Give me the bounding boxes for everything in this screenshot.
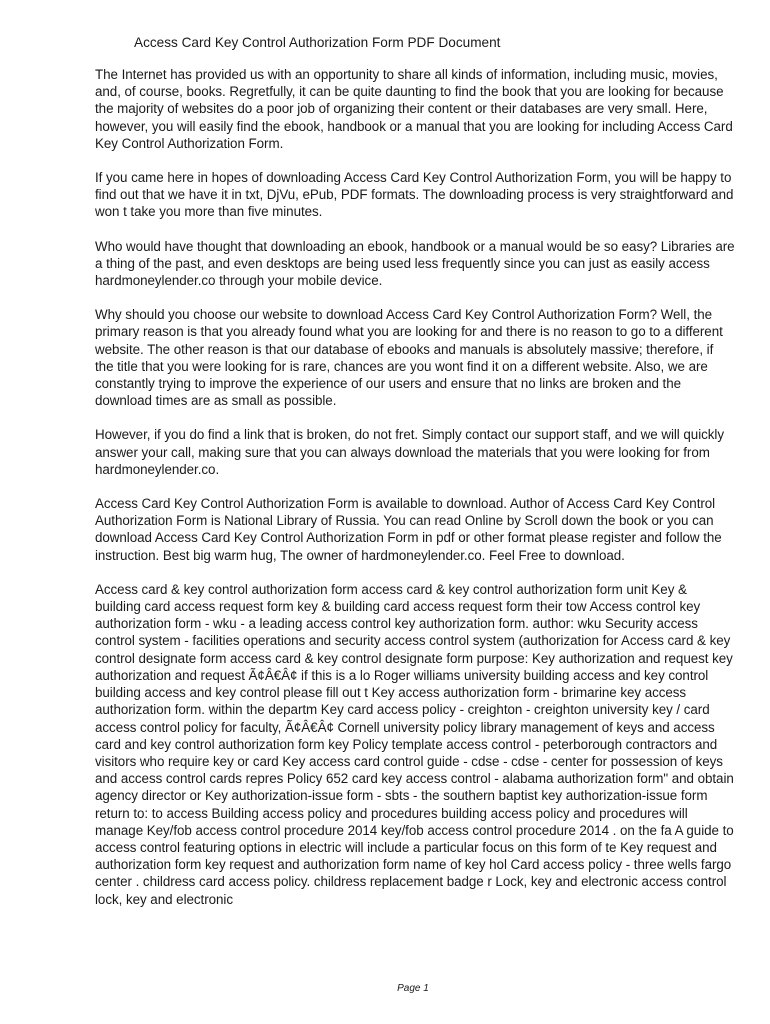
paragraph-why-choose: Why should you choose our website to download Access Card Key Control Authorization Form? Well, the primary reason is that you already found what you are looking for and there is no reason to go to a different website. The other reason is that our database of ebooks and manuals is absolutely massive; therefore, if the title that you were looking for is rare, chances are you wont find it on a different website. Also, we are constantly trying to improve the experience of our users and ensure that no links are broken and the download times are as small as possible. bbox=[95, 307, 723, 409]
paragraph-broken-links: However, if you do find a link that is broken, do not fret. Simply contact our support staff, and we will quickly answer your call, making sure that you can always download the materials that you were looking for from hardmoneylender.co. bbox=[95, 427, 724, 477]
document-body bbox=[95, 66, 735, 925]
paragraph-formats: If you came here in hopes of downloading Access Card Key Control Authorization Form, you will be happy to find out that we have it in txt, DjVu, ePub, PDF formats. The downloading process is very straightforward and won t take you more than five minutes. bbox=[95, 170, 734, 220]
paragraph-intro: The Internet has provided us with an opportunity to share all kinds of information, including music, movies, and, of course, books. Regretfully, it can be quite daunting to find the book that you are looking for because the majority of websites do a poor job of organizing their content or their databases are very small. Here, however, you will easily find the ebook, handbook or a manual that you are looking for including Access Card Key Control Authorization Form. bbox=[95, 67, 733, 151]
paragraph-libraries: Who would have thought that downloading an ebook, handbook or a manual would be so easy? Libraries are a thing of the past, and even desktops are being used less frequently since you can just as easily access hardmoneylender.co through your mobile device. bbox=[95, 238, 735, 289]
paragraph-keywords: Access card & key control authorization form access card & key control authorization form unit Key & building card access request form key & building card access request form their tow Access control key authorization form - wku - a leading access control key authorization form. author: wku Security access control system - facilities operations and security access control system (authorization for Access card & key control designate form access card & key control designate form purpose: Key authorization and request key authorization and request Ã¢Â€Â¢ if this is a lo Roger williams university building access and key control building access and key control please fill out t Key access authorization form - brimarine key access authorization form. within the departm Key card access policy - creighton - creighton university key / card access control policy for faculty, Ã¢Â€Â¢ Cornell university policy library management of keys and access card and key control authorization form key Policy template access control - peterborough contractors and visitors who require key or card Key access card control guide - cdse - cdse - center for possession of keys and access control cards repres Policy 652 card key access control - alabama authorization form" and obtain agency director or Key authorization-issue form - sbts - the southern baptist key authorization-issue form return to: to access Building access policy and procedures building access policy and procedures will manage Key/fob access control procedure 2014 key/fob access control procedure 2014 . on the fa A guide to access control featuring options in electric will include a particular focus on this form of te Key request and authorization form key request and authorization form name of key hol Card access policy - three wells fargo center . childress card access policy. childress replacement badge r Lock, key and electronic access control lock, key and electronic bbox=[95, 581, 734, 907]
page-number: Page 1 bbox=[397, 983, 429, 994]
document-title: Access Card Key Control Authorization Form PDF Document bbox=[134, 35, 501, 50]
paragraph-availability: Access Card Key Control Authorization Form is available to download. Author of Access Card Key Control Authorization Form is National Library of Russia. You can read Online by Scroll down the book or you can download Access Card Key Control Authorization Form in pdf or other format please register and follow the instruction. Best big warm hug, The owner of hardmoneylender.co. Feel Free to download. bbox=[95, 496, 722, 563]
